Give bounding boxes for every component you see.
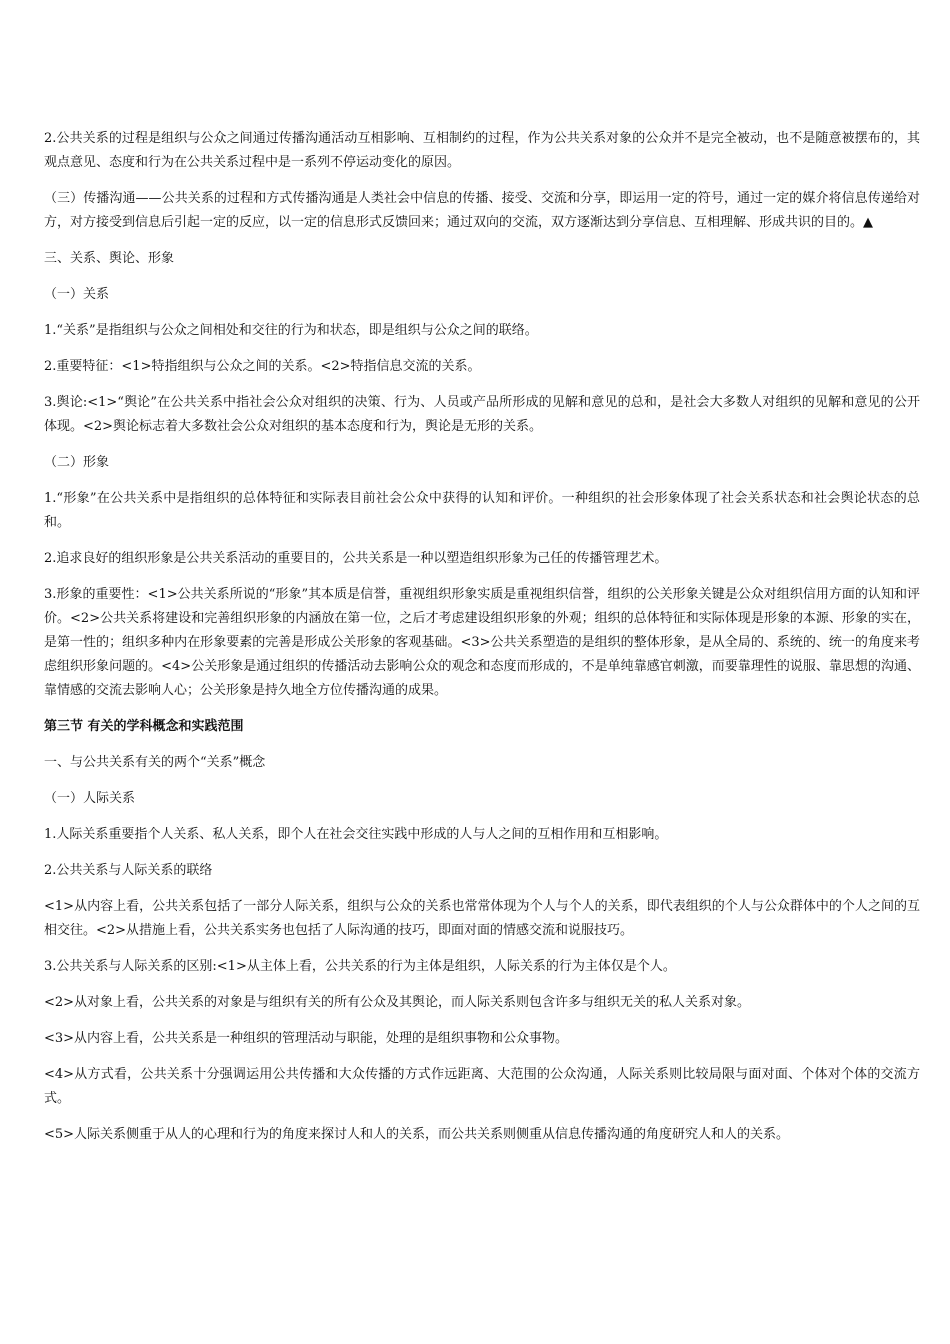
paragraph: 1.人际关系重要指个人关系、私人关系，即个人在社会交往实践中形成的人与人之间的互相作用和互相影响。 [44, 827, 668, 842]
subheading: 三、关系、舆论、形象 [44, 251, 175, 266]
subheading: 一、与公共关系有关的两个“关系”概念 [44, 755, 266, 770]
paragraph: 1.“关系”是指组织与公众之间相处和交往的行为和状态，即是组织与公众之间的联络。 [44, 323, 538, 338]
paragraph: 2.追求良好的组织形象是公共关系活动的重要目的，公共关系是一种以塑造组织形象为己任的传播管理艺术。 [44, 551, 668, 566]
paragraph: <3>从内容上看，公共关系是一种组织的管理活动与职能，处理的是组织事物和公众事物。 [44, 1031, 569, 1046]
subheading: （一）人际关系 [44, 791, 136, 806]
paragraph: 3.舆论:<1>“舆论”在公共关系中指社会公众对组织的决策、行为、人员或产品所形成的见解和意见的总和，是社会大多数人对组织的见解和意见的公开体现。<2>舆论标志着大多数社会公众对组织的基本态度和行为，舆论是无形的关系。 [44, 395, 920, 434]
paragraph: <4>从方式看，公共关系十分强调运用公共传播和大众传播的方式作远距离、大范围的公众沟通，人际关系则比较局限与面对面、个体对个体的交流方式。 [44, 1067, 920, 1106]
paragraph: 3.公共关系与人际关系的区别:<1>从主体上看，公共关系的行为主体是组织，人际关系的行为主体仅是个人。 [44, 959, 676, 974]
paragraph: 1.“形象”在公共关系中是指组织的总体特征和实际表目前社会公众中获得的认知和评价。一种组织的社会形象体现了社会关系状态和社会舆论状态的总和。 [44, 491, 920, 530]
paragraph: 3.形象的重要性：<1>公共关系所说的“形象”其本质是信誉，重视组织形象实质是重视组织信誉，组织的公关形象关键是公众对组织信用方面的认知和评价。<2>公共关系将建设和完善组织形象的内涵放在第一位，之后才考虑建设组织形象的外观；组织的总体特征和实际体现是形象的本源、形象的实在，是第一性的；组织多种内在形象要素的完善是形成公关形象的客观基础。<3>公共关系塑造的是组织的整体形象，是从全局的、系统的、统一的角度来考虑组织形象问题的。<4>公关形象是通过组织的传播活动去影响公众的观念和态度而形成的，不是单纯靠感官刺激，而要靠理性的说服、靠思想的沟通、靠情感的交流去影响人心；公关形象是持久地全方位传播沟通的成果。 [44, 587, 920, 698]
paragraph: 2.公共关系的过程是组织与公众之间通过传播沟通活动互相影响、互相制约的过程，作为公共关系对象的公众并不是完全被动，也不是随意被摆布的，其观点意见、态度和行为在公共关系过程中是一系列不停运动变化的原因。 [44, 131, 920, 170]
paragraph: （三）传播沟通——公共关系的过程和方式传播沟通是人类社会中信息的传播、接受、交流和分享，即运用一定的符号，通过一定的媒介将信息传递给对方，对方接受到信息后引起一定的反应，以一定的信息形式反馈回来；通过双向的交流，双方逐渐达到分享信息、互相理解、形成共识的目的。▲ [44, 191, 920, 230]
subheading: （二）形象 [44, 455, 110, 470]
paragraph: <5>人际关系侧重于从人的心理和行为的角度来探讨人和人的关系，而公共关系则侧重从信息传播沟通的角度研究人和人的关系。 [44, 1127, 790, 1142]
paragraph: 2.公共关系与人际关系的联络 [44, 863, 213, 878]
section-heading: 第三节 有关的学科概念和实践范围 [44, 719, 244, 734]
subheading: （一）关系 [44, 287, 110, 302]
paragraph: <2>从对象上看，公共关系的对象是与组织有关的所有公众及其舆论，而人际关系则包含许多与组织无关的私人关系对象。 [44, 995, 751, 1010]
paragraph: 2.重要特征：<1>特指组织与公众之间的关系。<2>特指信息交流的关系。 [44, 359, 481, 374]
paragraph: <1>从内容上看，公共关系包括了一部分人际关系，组织与公众的关系也常常体现为个人与个人的关系，即代表组织的个人与公众群体中的个人之间的互相交往。<2>从措施上看，公共关系实务也包括了人际沟通的技巧，即面对面的情感交流和说服技巧。 [44, 899, 920, 938]
